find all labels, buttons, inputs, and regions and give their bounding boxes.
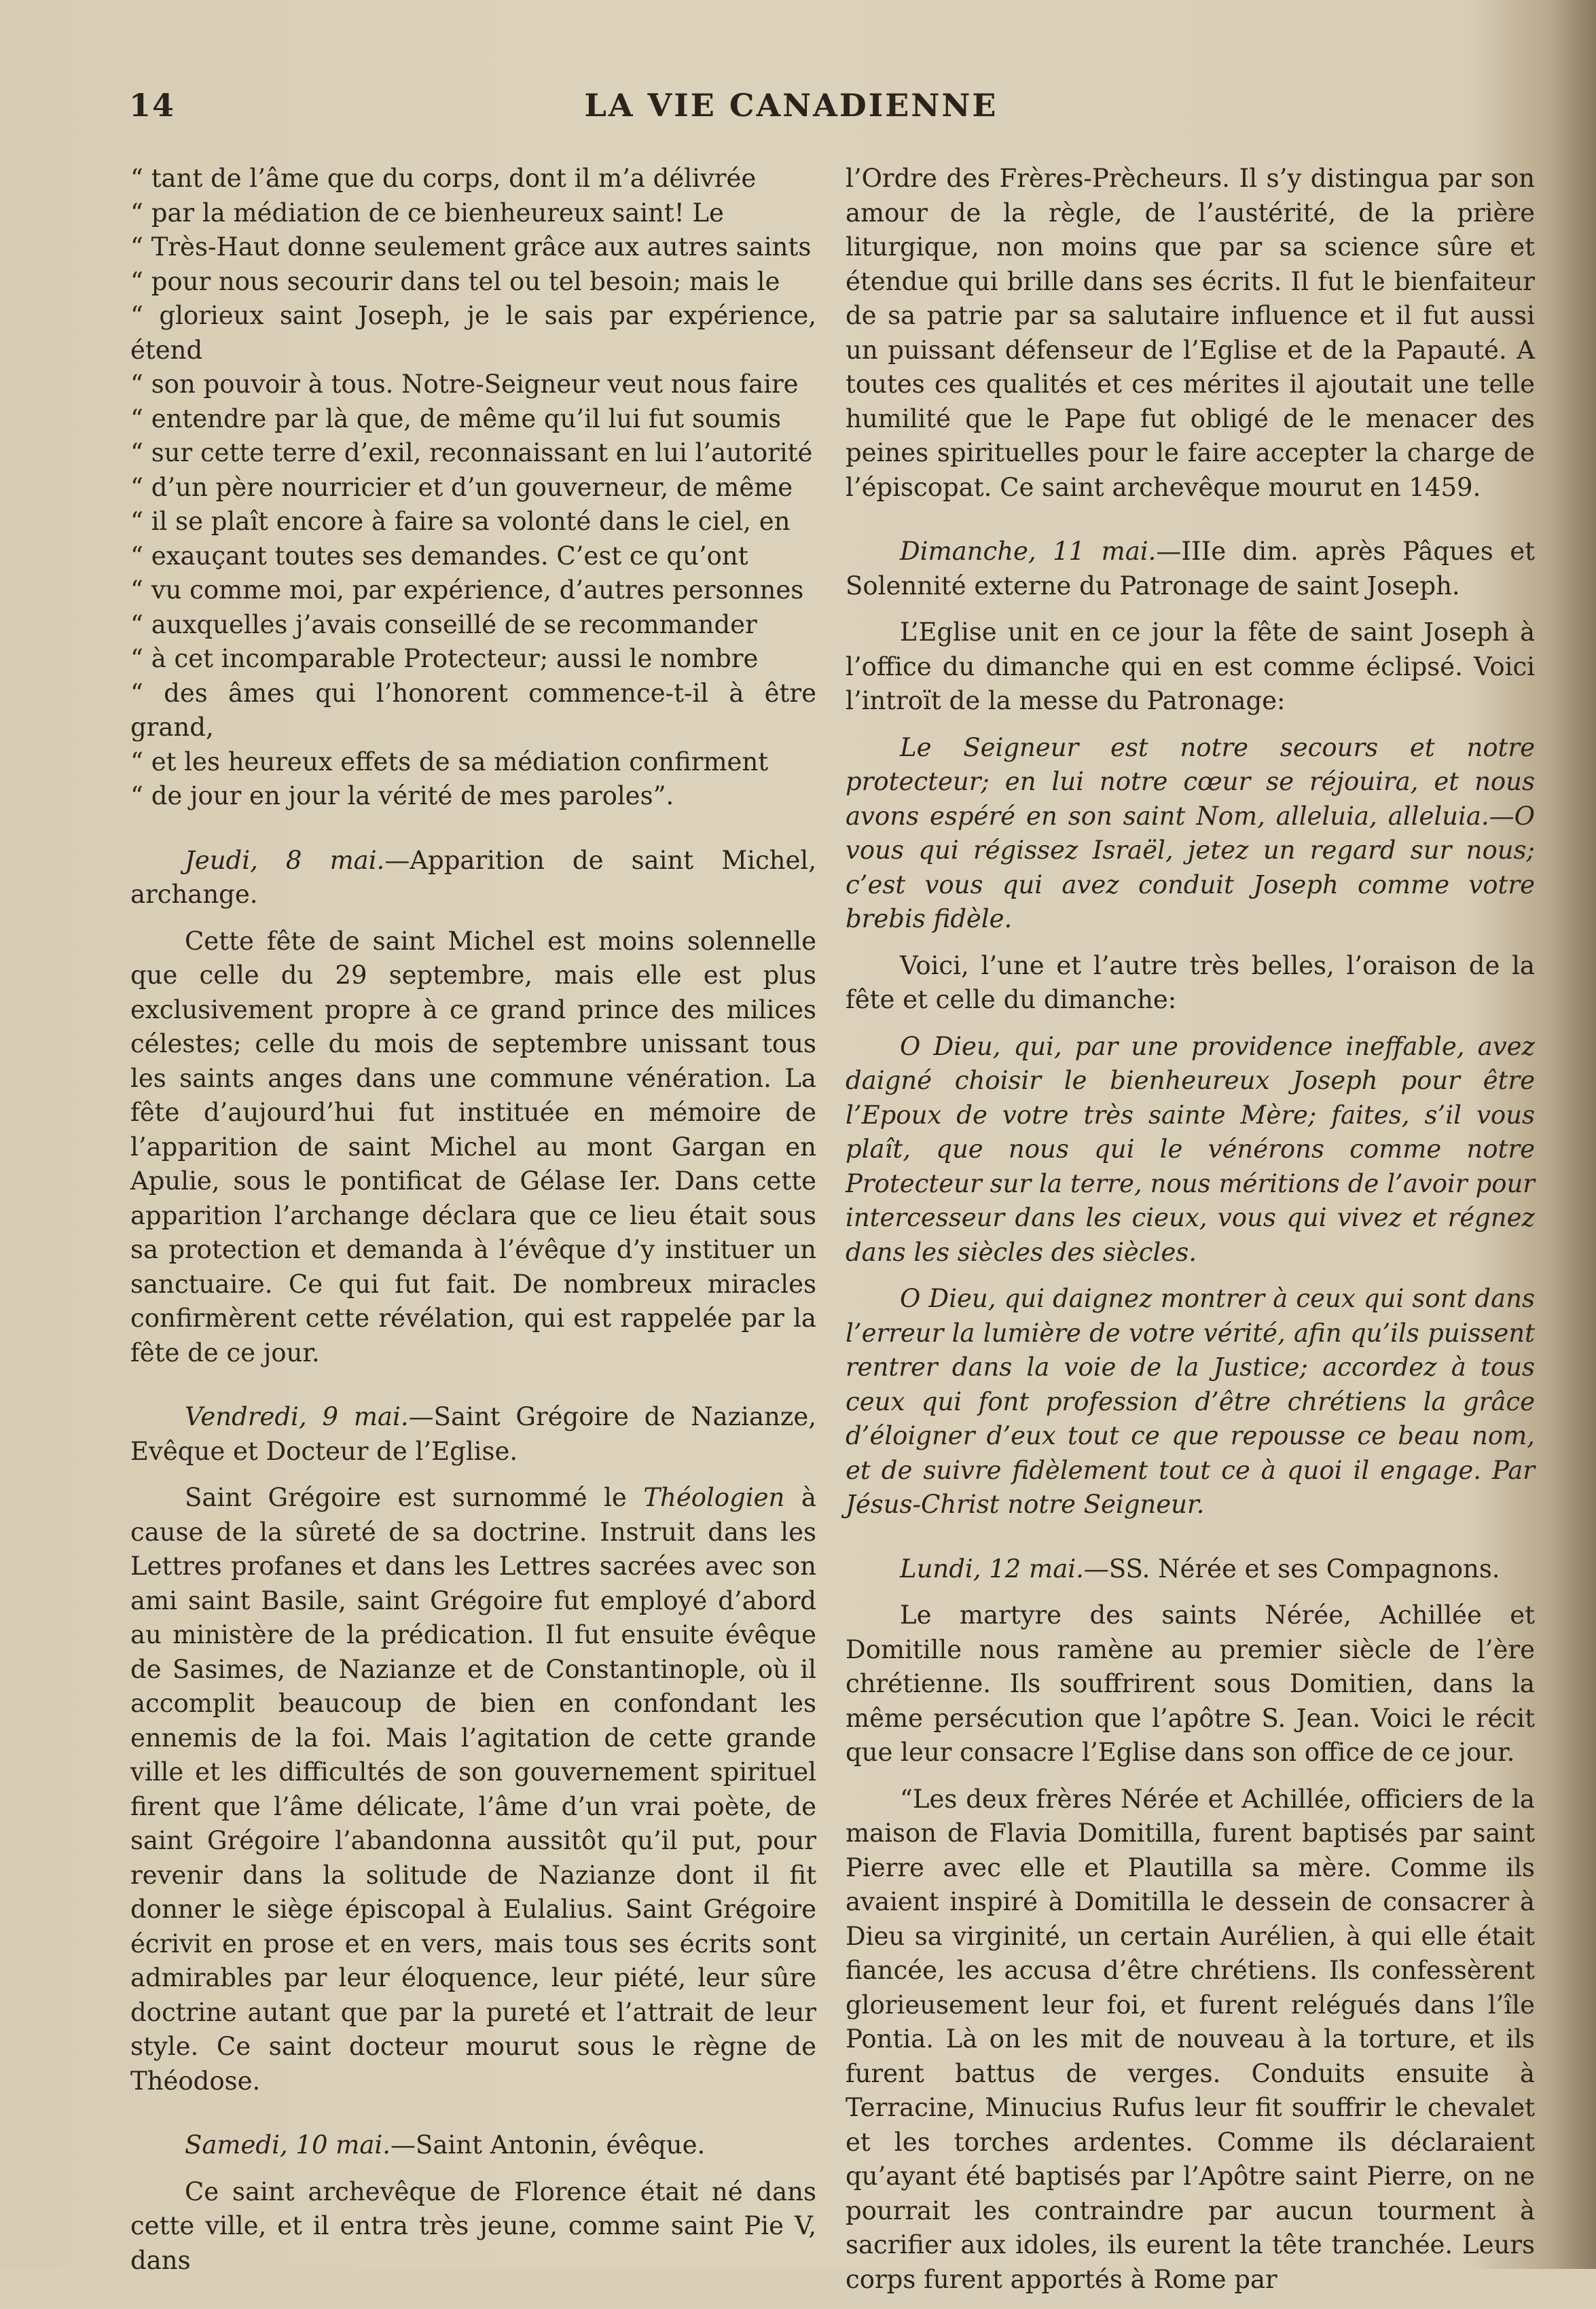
- entry-heading-samedi: [130, 2128, 816, 2163]
- text-run: Saint Grégoire est surnommé le: [185, 1483, 644, 1512]
- introit-text: Le Seigneur est notre secours et notre protecteur; en lui notre cœur se réjouira, et nous avons espéré en son saint Nom, alleluia, alleluia.—O vous qui régissez Israël, jetez un regard sur nous; c’est vous qui avez conduit Joseph comme votre brebis fidèle.: [846, 732, 1535, 933]
- entry-title: —IIIe dim. après Pâques et Solennité externe du Patronage de saint Joseph.: [846, 537, 1535, 601]
- entry-date: Dimanche, 11 mai.: [900, 537, 1157, 566]
- quote-continuation: [130, 162, 816, 814]
- quote-line: “ vu comme moi, par expérience, d’autres personnes: [130, 573, 816, 608]
- entry-body-continued: l’Ordre des Frères-Prècheurs. Il s’y distingua par son amour de la règle, de l’austérité, de la prière liturgique, non moins que par sa science sûre et étendue qui brille dans ses écrits. Il fut le bienfaiteur de sa patrie par sa salutaire influence et il fut aussi un puissant défenseur de l’Eglise et de la Papauté. A toutes ces qualités et ces mérites il ajoutait une telle humilité que le Pape fut obligé de le menacer des peines spirituelles pour le faire accepter la charge de l’épiscopat. Ce saint archevêque mourut en 1459.: [846, 164, 1535, 502]
- entry-title: —Saint Grégoire de Nazianze, Evêque et Docteur de l’Eglise.: [130, 1402, 816, 1466]
- running-title: LA VIE CANADIENNE: [584, 87, 998, 124]
- quote-line: “ et les heureux effets de sa médiation confirment: [130, 745, 816, 780]
- quote-line: “ il se plaît encore à faire sa volonté dans le ciel, en: [130, 505, 816, 539]
- quote-line: “ de jour en jour la vérité de mes paroles”.: [130, 779, 816, 814]
- entry-body: Ce saint archevêque de Florence était né dans cette ville, et il entra très jeune, comme saint Pie V, dans: [130, 2177, 816, 2275]
- quote-line: “ tant de l’âme que du corps, dont il m’a délivrée: [130, 162, 816, 196]
- entry-body: Le martyre des saints Nérée, Achillée et Domitille nous ramène au premier siècle de l’ère chrétienne. Ils souffrirent sous Domitien, dans la même persécution que l’apôtre S. Jean. Voici le récit que leur consacre l’Eglise dans son office de ce jour.: [846, 1600, 1535, 1767]
- entry-heading-lundi: [846, 1552, 1535, 1587]
- entry-body: “Les deux frères Nérée et Achillée, officiers de la maison de Flavia Domitilla, furent baptisés par saint Pierre avec elle et Plautilla sa mère. Comme ils avaient inspiré à Domitilla le dessein de consacrer à Dieu sa virginité, un certain Aurélien, à qui elle était fiancée, les accusa d’être chrétiens. Ils confessèrent glorieusement leur foi, et furent relégués dans l’île Pontia. Là on les mit de nouveau à la torture, et ils furent battus de verges. Conduits ensuite à Terracine, Minucius Rufus leur fit souffrir le chevalet et les torches ardentes. Comme ils déclaraient qu’ayant été baptisés par l’Apôtre saint Pierre, on ne pourrait les contraindre par aucun tourment à sacrifier aux idoles, ils eurent la tête tranchée. Leurs corps furent apportés à Rome par: [846, 1784, 1535, 2294]
- page-header: [129, 87, 1453, 135]
- entry-date: Samedi, 10 mai.: [185, 2130, 391, 2160]
- quote-line: “ sur cette terre d’exil, reconnaissant en lui l’autorité: [130, 436, 816, 471]
- entry-date: Vendredi, 9 mai.: [185, 1402, 409, 1431]
- quote-line: “ à cet incomparable Protecteur; aussi le nombre: [130, 642, 816, 677]
- entry-body: [130, 1481, 816, 2098]
- entry-title: —Saint Antonin, évêque.: [391, 2130, 706, 2160]
- entry-heading-dimanche: [846, 535, 1535, 603]
- page-number: 14: [129, 87, 176, 124]
- quote-line: “ pour nous secourir dans tel ou tel besoin; mais le: [130, 265, 816, 300]
- emphasis: Théologien: [643, 1483, 785, 1512]
- entry-date: Lundi, 12 mai.: [900, 1554, 1084, 1583]
- entry-heading-jeudi: [130, 844, 816, 912]
- entry-title: —SS. Nérée et ses Compagnons.: [1083, 1554, 1500, 1583]
- entry-body: Cette fête de saint Michel est moins solennelle que celle du 29 septembre, mais elle est plus exclusivement propre à ce grand prince des milices célestes; celle du mois de septembre unissant tous les saints anges dans une commune vénération. La fête d’aujourd’hui fut instituée en mémoire de l’apparition de saint Michel au mont Gargan en Apulie, sous le pontificat de Gélase Ier. Dans cette apparition l’archange déclara que ce lieu était sous sa protection et demanda à l’évêque d’y instituer un sanctuaire. Ce qui fut fait. De nombreux miracles confirmèrent cette révélation, qui est rappelée par la fête de ce jour.: [130, 926, 816, 1367]
- quote-line: “ exauçant toutes ses demandes. C’est ce qu’ont: [130, 539, 816, 574]
- quote-line: “ d’un père nourricier et d’un gouverneur, de même: [130, 471, 816, 505]
- oraison-text: O Dieu, qui daignez montrer à ceux qui sont dans l’erreur la lumière de votre vérité, afin qu’ils puissent rentrer dans la voie de la Justice; accordez à tous ceux qui font profession d’être chrétiens la grâce d’éloigner d’eux tout ce que repousse ce beau nom, et de suivre fidèlement tout ce à quoi il engage. Par Jésus-Christ notre Seigneur.: [846, 1284, 1535, 1519]
- left-column: [130, 162, 816, 2290]
- text-run: à cause de la sûreté de sa doctrine. Instruit dans les Lettres profanes et dans les Lettres sacrées avec son ami saint Basile, saint Grégoire fut employé d’abord au ministère de la prédication. Il fut ensuite évêque de Sasimes, de Nazianze et de Constantinople, où il accomplit beaucoup de bien en confondant les ennemis de la foi. Mais l’agitation de cette grande ville et les difficultés de son gouvernement spirituel firent que l’âme délicate, l’âme d’un vrai poète, de saint Grégoire l’abandonna aussitôt qu’il put, pour revenir dans la solitude de Nazianze dont il fit donner le siège épiscopal à Eulalius. Saint Grégoire écrivit en prose et en vers, mais tous ses écrits sont admirables par leur éloquence, leur piété, leur sûre doctrine autant que par la pureté et l’attrait de leur style. Ce saint docteur mourut sous le règne de Théodose.: [130, 1483, 816, 2096]
- quote-line: “ auxquelles j’avais conseillé de se recommander: [130, 608, 816, 643]
- right-column: [846, 162, 1535, 2309]
- oraisons-intro: Voici, l’une et l’autre très belles, l’oraison de la fête et celle du dimanche:: [846, 950, 1535, 1014]
- oraison-text: O Dieu, qui, par une providence ineffable, avez daigné choisir le bienheureux Joseph pour être l’Epoux de votre très sainte Mère; faites, s’il vous plaît, que nous qui le vénérons comme notre Protecteur sur la terre, nous méritions de l’avoir pour intercesseur dans les cieux, vous qui vivez et régnez dans les siècles des siècles.: [846, 1031, 1535, 1267]
- entry-date: Jeudi, 8 mai.: [185, 845, 385, 875]
- entry-heading-vendredi: [130, 1400, 816, 1469]
- quote-line: “ glorieux saint Joseph, je le sais par expérience, étend: [130, 299, 816, 368]
- quote-line: “ des âmes qui l’honorent commence-t-il à être grand,: [130, 677, 816, 745]
- quote-line: “ entendre par là que, de même qu’il lui fut soumis: [130, 402, 816, 437]
- quote-line: “ Très-Haut donne seulement grâce aux autres saints: [130, 230, 816, 265]
- quote-line: “ par la médiation de ce bienheureux saint! Le: [130, 196, 816, 231]
- entry-body: L’Eglise unit en ce jour la fête de saint Joseph à l’office du dimanche qui en est comme éclipsé. Voici l’introït de la messe du Patronage:: [846, 617, 1535, 715]
- entry-title: —Apparition de saint Michel, archange.: [130, 845, 816, 909]
- quote-line: “ son pouvoir à tous. Notre-Seigneur veut nous faire: [130, 368, 816, 402]
